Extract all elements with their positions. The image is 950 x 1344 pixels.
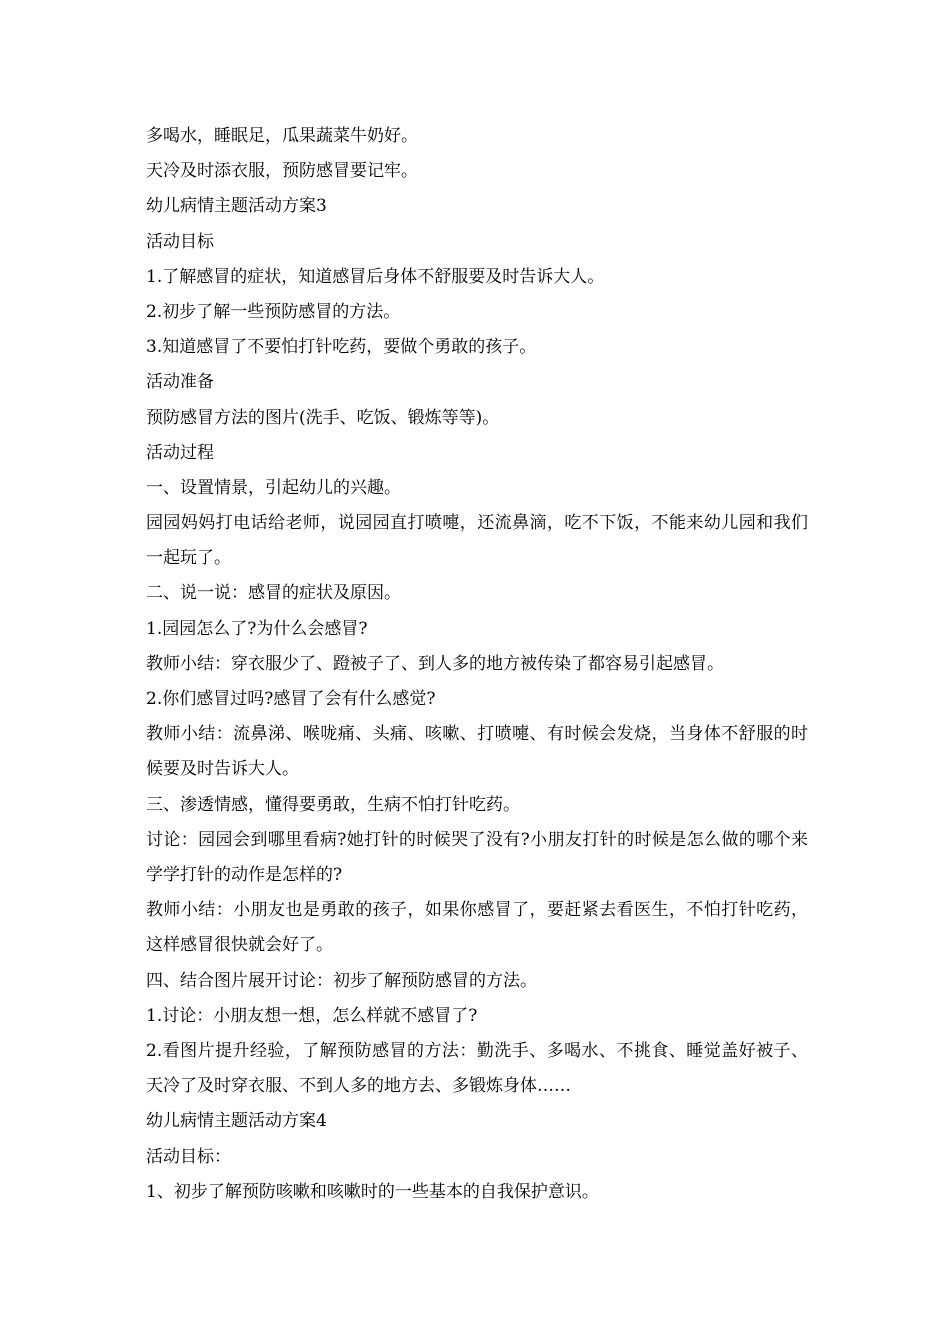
subsection-heading: 活动准备 [146, 372, 214, 393]
paragraph: 多喝水，睡眠足，瓜果蔬菜牛奶好。 [146, 126, 418, 146]
paragraph: 天冷及时添衣服，预防感冒要记牢。 [146, 161, 418, 182]
paragraph: 讨论：园园会到哪里看病?她打针的时候哭了没有?小朋友打针的时候是怎么做的哪个来学学打针的动作是怎样的? [146, 829, 808, 886]
subsection-heading: 活动目标 [146, 231, 214, 252]
paragraph: 2.看图片提升经验，了解预防感冒的方法：勤洗手、多喝水、不挑食、睡觉盖好被子、天冷了及时穿衣服、不到人多的地方去、多锻炼身体…… [146, 1041, 808, 1097]
paragraph: 教师小结：穿衣服少了、蹬被子了、到人多的地方被传染了都容易引起感冒。 [146, 653, 724, 674]
section-heading: 幼儿病情主题活动方案4 [146, 1111, 327, 1132]
paragraph: 园园妈妈打电话给老师，说园园直打喷嚏，还流鼻滴，吃不下饭，不能来幼儿园和我们一起玩了。 [146, 513, 808, 569]
document-page [146, 119, 808, 1210]
paragraph: 1、初步了解预防咳嗽和咳嗽时的一些基本的自我保护意识。 [146, 1181, 599, 1202]
paragraph: 1.园园怎么了?为什么会感冒? [146, 618, 368, 639]
paragraph: 2.你们感冒过吗?感冒了会有什么感觉? [146, 689, 436, 710]
paragraph: 2.初步了解一些预防感冒的方法。 [146, 301, 401, 322]
paragraph: 教师小结：小朋友也是勇敢的孩子，如果你感冒了，要赶紧去看医生，不怕打针吃药，这样感冒很快就会好了。 [146, 900, 808, 956]
paragraph: 三、渗透情感，懂得要勇敢，生病不怕打针吃药。 [146, 794, 520, 815]
paragraph: 1.讨论：小朋友想一想，怎么样就不感冒了? [146, 1005, 478, 1026]
subsection-heading: 活动过程 [146, 442, 214, 463]
paragraph: 二、说一说：感冒的症状及原因。 [146, 583, 401, 604]
paragraph: 1.了解感冒的症状，知道感冒后身体不舒服要及时告诉大人。 [146, 266, 605, 287]
paragraph: 一、设置情景，引起幼儿的兴趣。 [146, 477, 401, 498]
paragraph: 预防感冒方法的图片(洗手、吃饭、锻炼等等)。 [146, 407, 500, 428]
paragraph: 3.知道感冒了不要怕打针吃药，要做个勇敢的孩子。 [146, 337, 537, 358]
section-heading: 幼儿病情主题活动方案3 [146, 196, 327, 217]
paragraph: 四、结合图片展开讨论：初步了解预防感冒的方法。 [146, 970, 537, 991]
subsection-heading: 活动目标： [146, 1146, 231, 1167]
paragraph: 教师小结：流鼻涕、喉咙痛、头痛、咳嗽、打喷嚏、有时候会发烧，当身体不舒服的时候要及时告诉大人。 [146, 724, 808, 780]
